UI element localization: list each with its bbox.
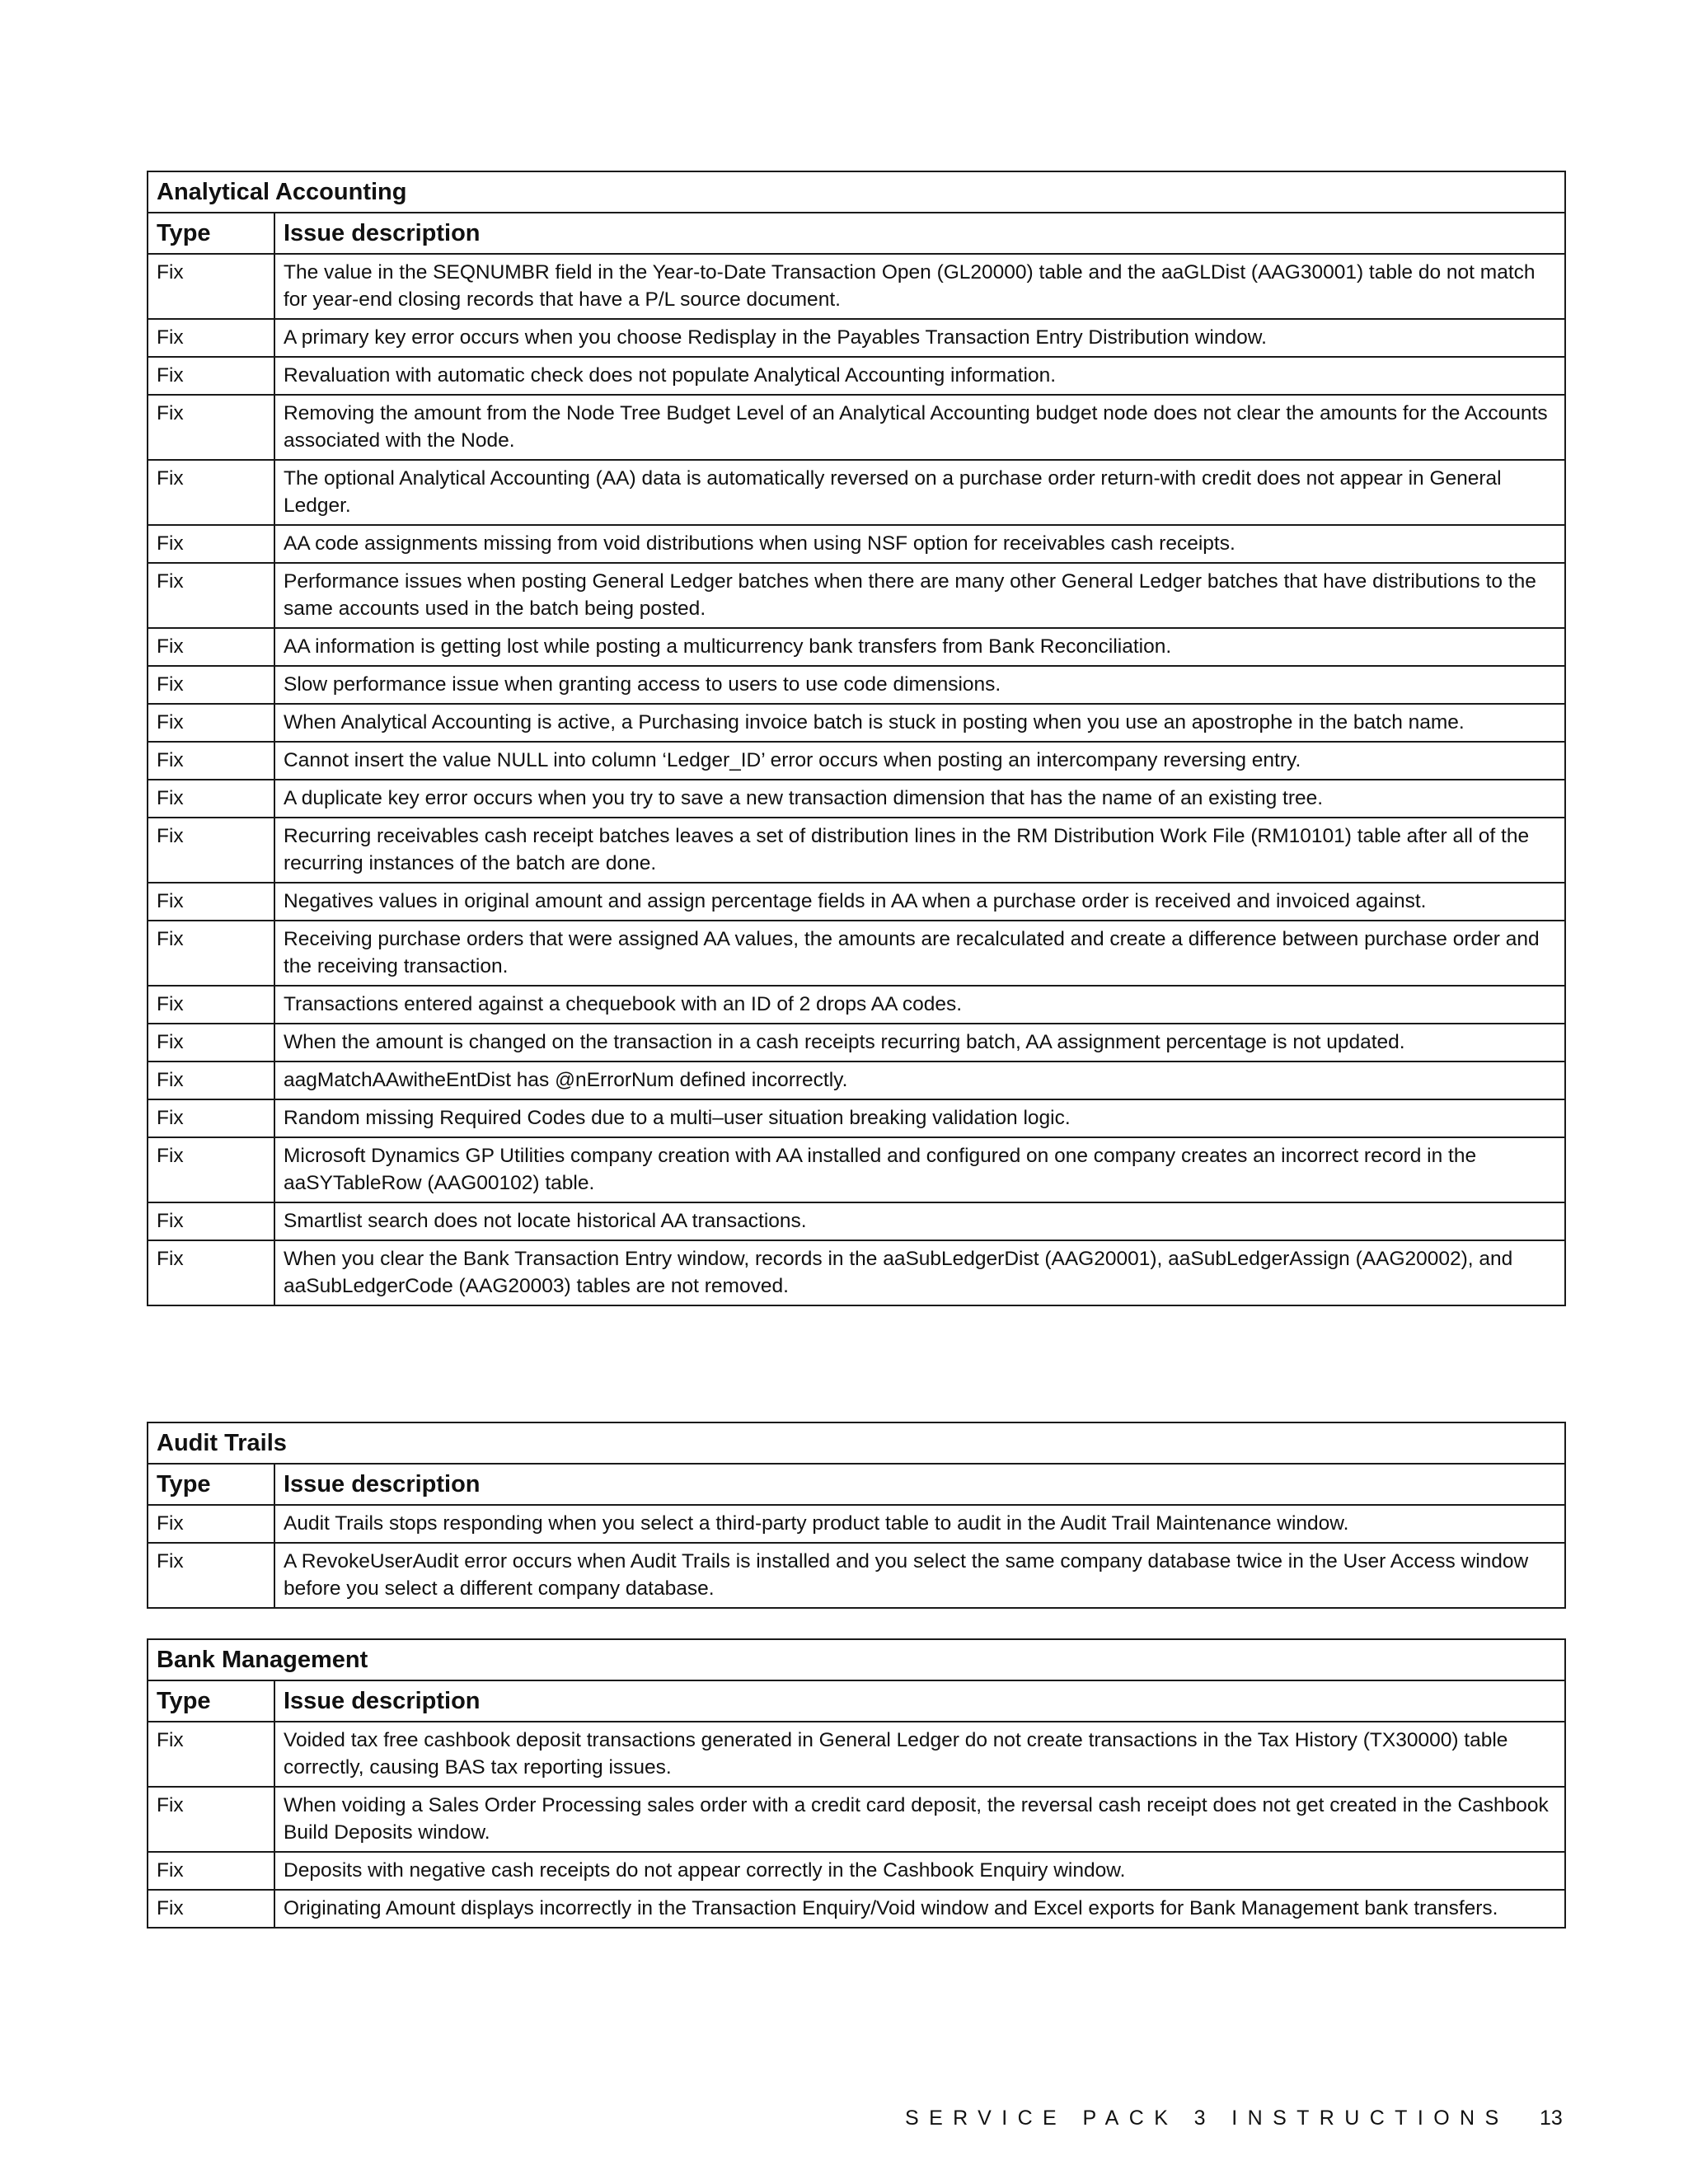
table-row	[148, 1099, 1565, 1137]
table-row	[148, 1024, 1565, 1062]
section-title: Audit Trails	[148, 1422, 1565, 1464]
issue-description-cell: When you clear the Bank Transaction Entry window, records in the aaSubLedgerDist (AAG20001), aaSubLedgerAssign (AAG20002), and aaSubLedgerCode (AAG20003) tables are not removed.	[274, 1240, 1565, 1305]
issue-description-cell: Performance issues when posting General Ledger batches when there are many other General Ledger batches that have distributions to the same accounts used in the batch being posted.	[274, 563, 1565, 628]
issue-description-cell: Revaluation with automatic check does not populate Analytical Accounting information.	[274, 357, 1565, 395]
issue-type-cell: Fix	[148, 1852, 274, 1890]
type-column-header: Type	[148, 1680, 274, 1722]
table-row	[148, 780, 1565, 818]
issue-description-cell: Transactions entered against a chequebook with an ID of 2 drops AA codes.	[274, 986, 1565, 1024]
issue-description-cell: When Analytical Accounting is active, a Purchasing invoice batch is stuck in posting when you use an apostrophe in the batch name.	[274, 704, 1565, 742]
table-row	[148, 1202, 1565, 1240]
audit-trails-table	[147, 1422, 1566, 1609]
issue-type-cell: Fix	[148, 1202, 274, 1240]
issue-description-cell: Originating Amount displays incorrectly in the Transaction Enquiry/Void window and Excel exports for Bank Management bank transfers.	[274, 1890, 1565, 1928]
table-row	[148, 986, 1565, 1024]
issue-type-cell: Fix	[148, 1787, 274, 1852]
table-row	[148, 1505, 1565, 1543]
table-row	[148, 357, 1565, 395]
issue-description-cell: Recurring receivables cash receipt batches leaves a set of distribution lines in the RM Distribution Work File (RM10101) table after all of the recurring instances of the batch are done.	[274, 818, 1565, 883]
issue-description-cell: Voided tax free cashbook deposit transactions generated in General Ledger do not create transactions in the Tax History (TX30000) table correctly, causing BAS tax reporting issues.	[274, 1722, 1565, 1787]
issue-description-cell: Deposits with negative cash receipts do not appear correctly in the Cashbook Enquiry window.	[274, 1852, 1565, 1890]
issue-description-cell: Microsoft Dynamics GP Utilities company creation with AA installed and configured on one company creates an incorrect record in the aaSYTableRow (AAG00102) table.	[274, 1137, 1565, 1202]
issue-type-cell: Fix	[148, 1062, 274, 1099]
type-column-header: Type	[148, 1464, 274, 1505]
table-row	[148, 1543, 1565, 1608]
analytical-accounting-table	[147, 171, 1566, 1306]
issue-type-cell: Fix	[148, 921, 274, 986]
issue-description-column-header: Issue description	[274, 1464, 1565, 1505]
issue-type-cell: Fix	[148, 1890, 274, 1928]
issue-type-cell: Fix	[148, 883, 274, 921]
table-row	[148, 628, 1565, 666]
issue-type-cell: Fix	[148, 780, 274, 818]
table-row	[148, 704, 1565, 742]
table-row	[148, 742, 1565, 780]
issue-description-cell: Removing the amount from the Node Tree Budget Level of an Analytical Accounting budget node does not clear the amounts for the Accounts associated with the Node.	[274, 395, 1565, 460]
table-row	[148, 1787, 1565, 1852]
issue-description-cell: Audit Trails stops responding when you select a third-party product table to audit in the Audit Trail Maintenance window.	[274, 1505, 1565, 1543]
issue-type-cell: Fix	[148, 254, 274, 319]
issue-type-cell: Fix	[148, 357, 274, 395]
footer-title: SERVICE PACK 3 INSTRUCTIONS	[905, 2107, 1509, 2130]
issue-description-cell: When voiding a Sales Order Processing sales order with a credit card deposit, the reversal cash receipt does not get created in the Cashbook Build Deposits window.	[274, 1787, 1565, 1852]
table-row	[148, 921, 1565, 986]
issue-description-cell: Smartlist search does not locate historical AA transactions.	[274, 1202, 1565, 1240]
issue-type-cell: Fix	[148, 1137, 274, 1202]
issue-description-cell: Random missing Required Codes due to a multi–user situation breaking validation logic.	[274, 1099, 1565, 1137]
issue-type-cell: Fix	[148, 1505, 274, 1543]
issue-type-cell: Fix	[148, 319, 274, 357]
issue-type-cell: Fix	[148, 818, 274, 883]
table-row	[148, 1852, 1565, 1890]
issue-type-cell: Fix	[148, 1024, 274, 1062]
issue-description-cell: Cannot insert the value NULL into column ‘Ledger_ID’ error occurs when posting an intercompany reversing entry.	[274, 742, 1565, 780]
table-row	[148, 1890, 1565, 1928]
issue-description-cell: aagMatchAAwitheEntDist has @nErrorNum defined incorrectly.	[274, 1062, 1565, 1099]
issue-type-cell: Fix	[148, 1099, 274, 1137]
section-title: Bank Management	[148, 1639, 1565, 1680]
issue-description-cell: A primary key error occurs when you choose Redisplay in the Payables Transaction Entry Distribution window.	[274, 319, 1565, 357]
type-column-header: Type	[148, 213, 274, 254]
issue-type-cell: Fix	[148, 1722, 274, 1787]
issue-type-cell: Fix	[148, 395, 274, 460]
table-row	[148, 666, 1565, 704]
issue-type-cell: Fix	[148, 563, 274, 628]
section-title: Analytical Accounting	[148, 171, 1565, 213]
table-row	[148, 460, 1565, 525]
issue-type-cell: Fix	[148, 460, 274, 525]
table-row	[148, 1722, 1565, 1787]
issue-type-cell: Fix	[148, 628, 274, 666]
issue-description-column-header: Issue description	[274, 1680, 1565, 1722]
issue-description-cell: AA code assignments missing from void distributions when using NSF option for receivables cash receipts.	[274, 525, 1565, 563]
issue-description-cell: AA information is getting lost while posting a multicurrency bank transfers from Bank Reconciliation.	[274, 628, 1565, 666]
page-number: 13	[1540, 2107, 1563, 2130]
table-row	[148, 395, 1565, 460]
table-row	[148, 525, 1565, 563]
issue-type-cell: Fix	[148, 1543, 274, 1608]
table-row	[148, 883, 1565, 921]
issue-type-cell: Fix	[148, 525, 274, 563]
issue-description-cell: Receiving purchase orders that were assigned AA values, the amounts are recalculated and create a difference between purchase order and the receiving transaction.	[274, 921, 1565, 986]
issue-type-cell: Fix	[148, 986, 274, 1024]
issue-description-cell: Slow performance issue when granting access to users to use code dimensions.	[274, 666, 1565, 704]
issue-description-cell: A RevokeUserAudit error occurs when Audit Trails is installed and you select the same company database twice in the User Access window before you select a different company database.	[274, 1543, 1565, 1608]
table-row	[148, 563, 1565, 628]
issue-description-cell: Negatives values in original amount and assign percentage fields in AA when a purchase order is received and invoiced against.	[274, 883, 1565, 921]
table-row	[148, 1137, 1565, 1202]
table-row	[148, 818, 1565, 883]
issue-type-cell: Fix	[148, 704, 274, 742]
table-row	[148, 1062, 1565, 1099]
bank-management-table	[147, 1638, 1566, 1929]
issue-description-cell: A duplicate key error occurs when you try to save a new transaction dimension that has the name of an existing tree.	[274, 780, 1565, 818]
issue-type-cell: Fix	[148, 666, 274, 704]
issue-description-cell: When the amount is changed on the transaction in a cash receipts recurring batch, AA assignment percentage is not updated.	[274, 1024, 1565, 1062]
table-row	[148, 1240, 1565, 1305]
table-row	[148, 254, 1565, 319]
issue-type-cell: Fix	[148, 742, 274, 780]
issue-description-cell: The value in the SEQNUMBR field in the Year-to-Date Transaction Open (GL20000) table and the aaGLDist (AAG30001) table do not match for year-end closing records that have a P/L source document.	[274, 254, 1565, 319]
table-row	[148, 319, 1565, 357]
issue-type-cell: Fix	[148, 1240, 274, 1305]
issue-description-cell: The optional Analytical Accounting (AA) data is automatically reversed on a purchase order return-with credit does not appear in General Ledger.	[274, 460, 1565, 525]
issue-description-column-header: Issue description	[274, 213, 1565, 254]
